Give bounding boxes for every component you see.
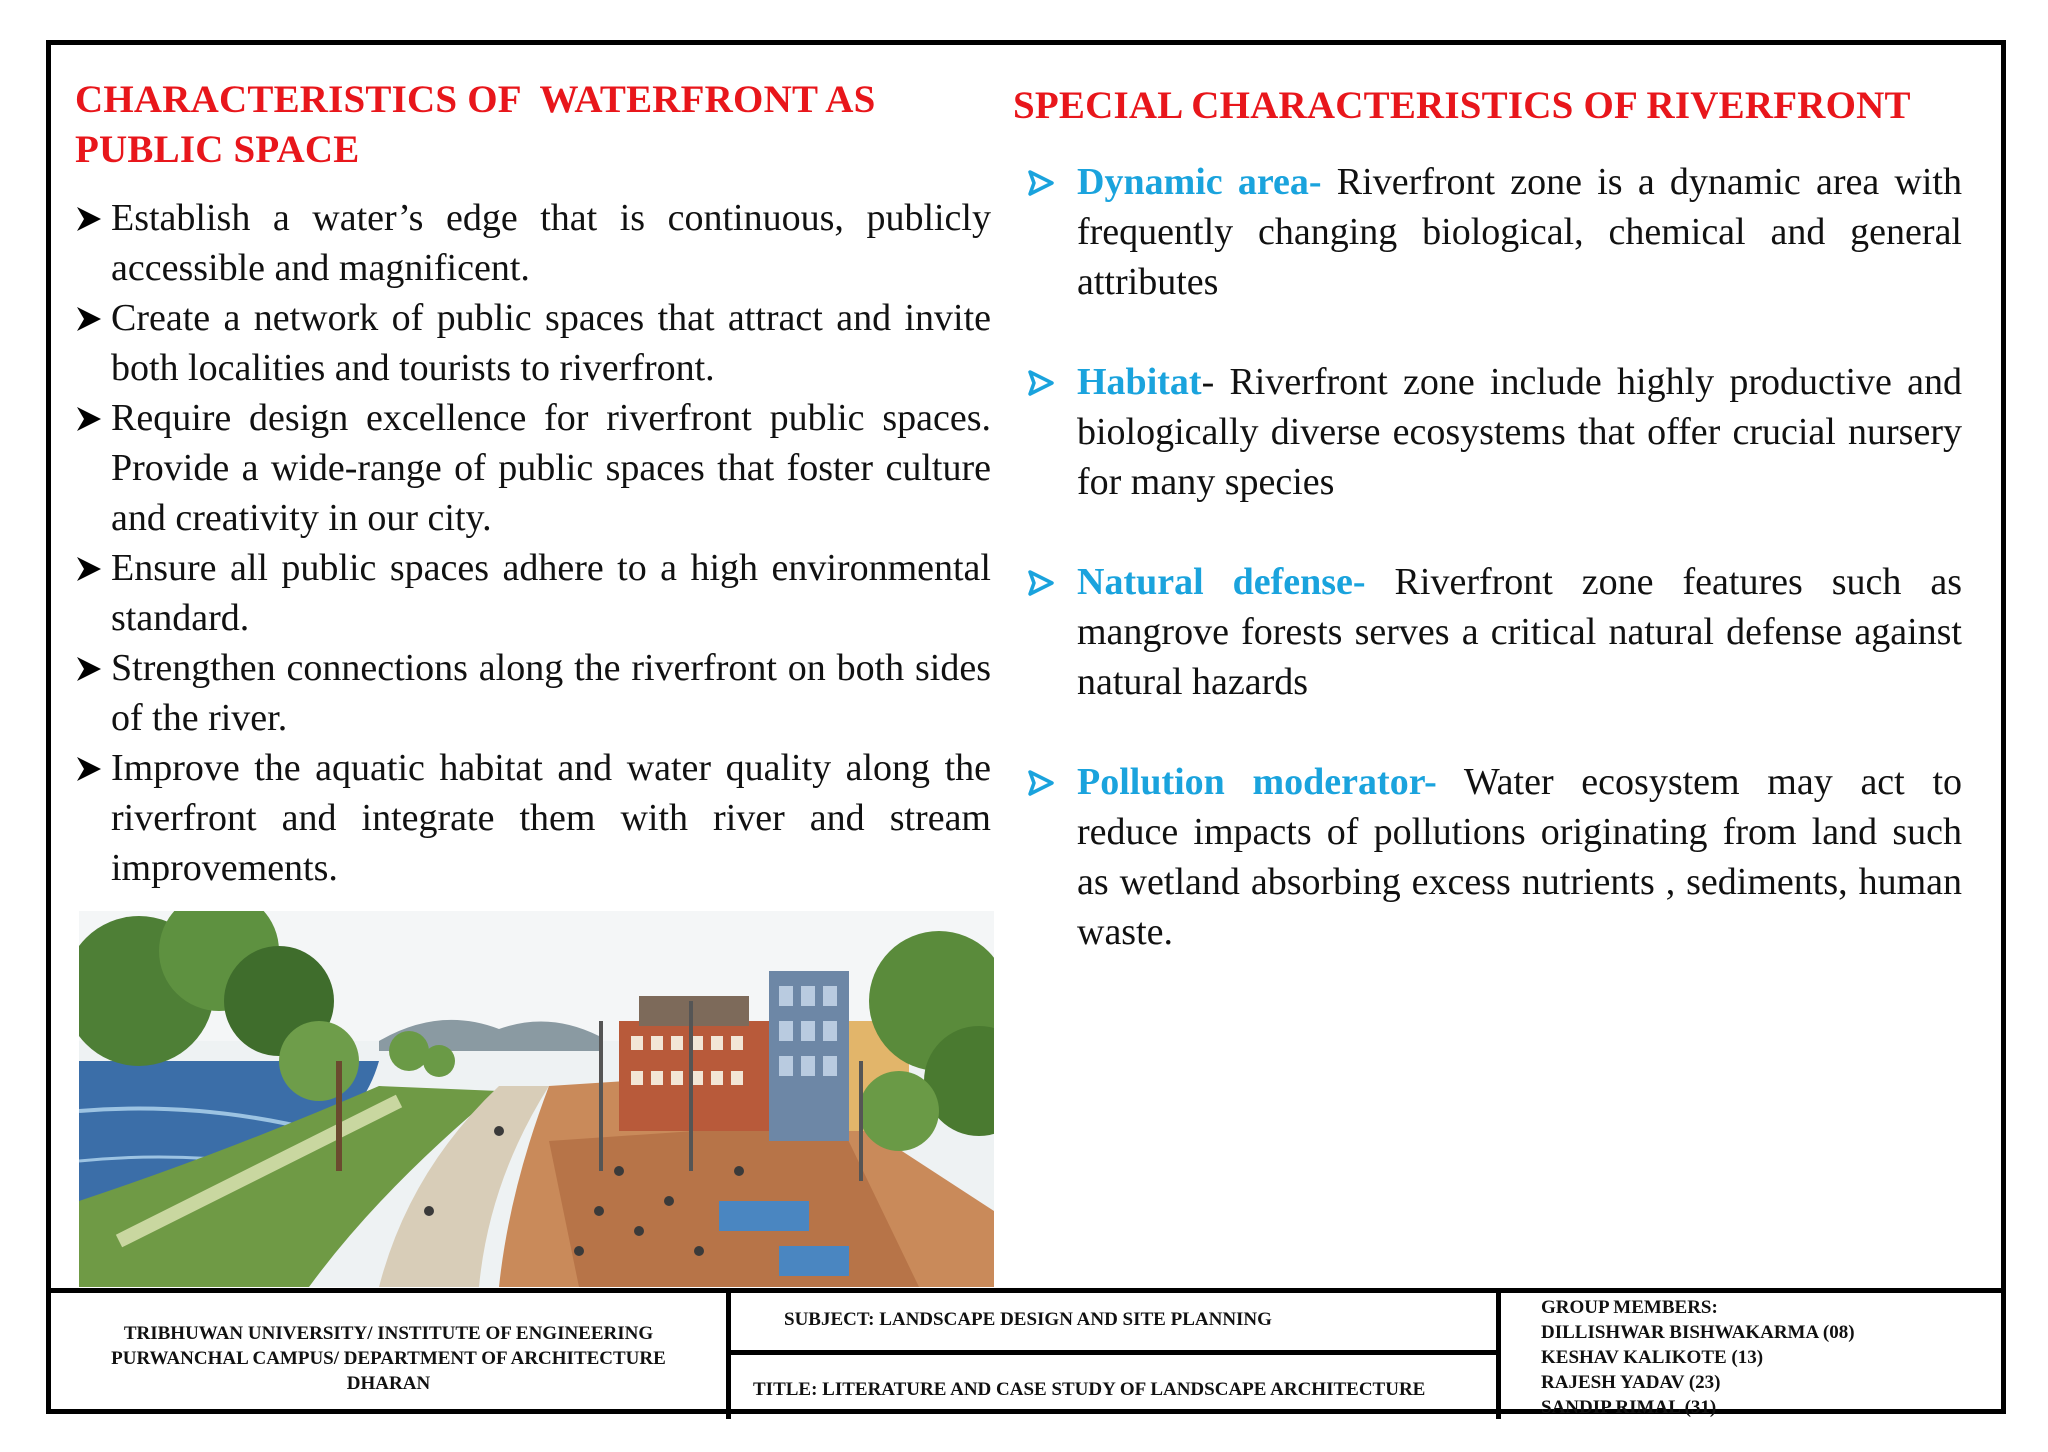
term-description: - Riverfront zone include highly productive and biologically diverse ecosystems that offer crucial nursery for many species (1077, 361, 1962, 503)
member-name: DILLISHWAR BISHWAKARMA (08) (1541, 1322, 1855, 1343)
member-name: SANDIP RIMAL (31) (1541, 1397, 1717, 1418)
arrow-bullet-icon (1027, 169, 1055, 197)
arrow-bullet-icon (75, 755, 103, 783)
sheet-frame (46, 40, 2006, 1418)
member-name: KESHAV KALIKOTE (13) (1541, 1347, 1764, 1368)
left-heading (75, 75, 975, 175)
arrow-bullet-icon (75, 655, 103, 683)
arrow-bullet-icon (1027, 569, 1055, 597)
campus-line: PURWANCHAL CAMPUS/ DEPARTMENT OF ARCHITECTURE (111, 1348, 666, 1369)
term-description: Riverfront zone is a dynamic area with frequently changing biological, chemical and general attributes (1077, 161, 1962, 303)
arrow-bullet-icon (75, 305, 103, 333)
riverfront-characteristics-list (1027, 157, 1962, 1007)
city-line: DHARAN (346, 1373, 431, 1394)
term: Dynamic area- (1077, 161, 1322, 203)
university-block (51, 1293, 731, 1419)
right-heading: SPECIAL CHARACTERISTICS OF RIVERFRONT (1013, 84, 1911, 127)
bullet-text: Improve the aquatic habitat and water quality along the riverfront and integrate them with river and stream improvements. (111, 747, 991, 889)
list-item (75, 193, 991, 293)
bullet-text: Strengthen connections along the riverfront on both sides of the river. (111, 647, 991, 739)
list-item (1027, 557, 1962, 707)
riverfront-sketch (79, 911, 994, 1287)
bullet-text: Ensure all public spaces adhere to a high environmental standard. (111, 547, 991, 639)
list-item (75, 743, 991, 893)
member-name: RAJESH YADAV (23) (1541, 1372, 1721, 1393)
list-item (75, 543, 991, 643)
bullet-text: Create a network of public spaces that attract and invite both localities and tourists to riverfront. (111, 297, 991, 389)
arrow-bullet-icon (75, 555, 103, 583)
waterfront-characteristics-list (75, 193, 991, 893)
term: Habitat (1077, 361, 1202, 403)
arrow-bullet-icon (1027, 369, 1055, 397)
term: Pollution moderator- (1077, 761, 1437, 803)
arrow-bullet-icon (75, 405, 103, 433)
subject-line: SUBJECT: LANDSCAPE DESIGN AND SITE PLANNING (731, 1293, 1496, 1355)
arrow-bullet-icon (1027, 769, 1055, 797)
list-item (75, 393, 991, 543)
list-item (75, 643, 991, 743)
group-members-label: GROUP MEMBERS: (1541, 1297, 1718, 1318)
term-description: Water ecosystem may act to reduce impacts of pollutions originating from land such as wetland absorbing excess nutrients , sediments, human waste. (1077, 761, 1962, 953)
bullet-text: Require design excellence for riverfront public spaces. Provide a wide-range of public spaces that foster culture and creativity in our city. (111, 397, 991, 539)
left-heading-line2: PUBLIC SPACE (75, 128, 360, 171)
list-item (75, 293, 991, 393)
term-description: Riverfront zone features such as mangrove forests serves a critical natural defense against natural hazards (1077, 561, 1962, 703)
left-heading-line1: CHARACTERISTICS OF WATERFRONT AS (75, 78, 876, 121)
group-members-block (1501, 1293, 2001, 1419)
title-line: TITLE: LITERATURE AND CASE STUDY OF LANDSCAPE ARCHITECTURE (753, 1379, 1426, 1400)
list-item (1027, 357, 1962, 507)
term: Natural defense- (1077, 561, 1366, 603)
list-item (1027, 757, 1962, 957)
arrow-bullet-icon (75, 205, 103, 233)
subject-title-block (731, 1293, 1501, 1419)
university-line: TRIBHUWAN UNIVERSITY/ INSTITUTE OF ENGINEERING (123, 1323, 654, 1344)
list-item (1027, 157, 1962, 307)
bullet-text: Establish a water’s edge that is continuous, publicly accessible and magnificent. (111, 197, 991, 289)
title-block (51, 1288, 2001, 1419)
